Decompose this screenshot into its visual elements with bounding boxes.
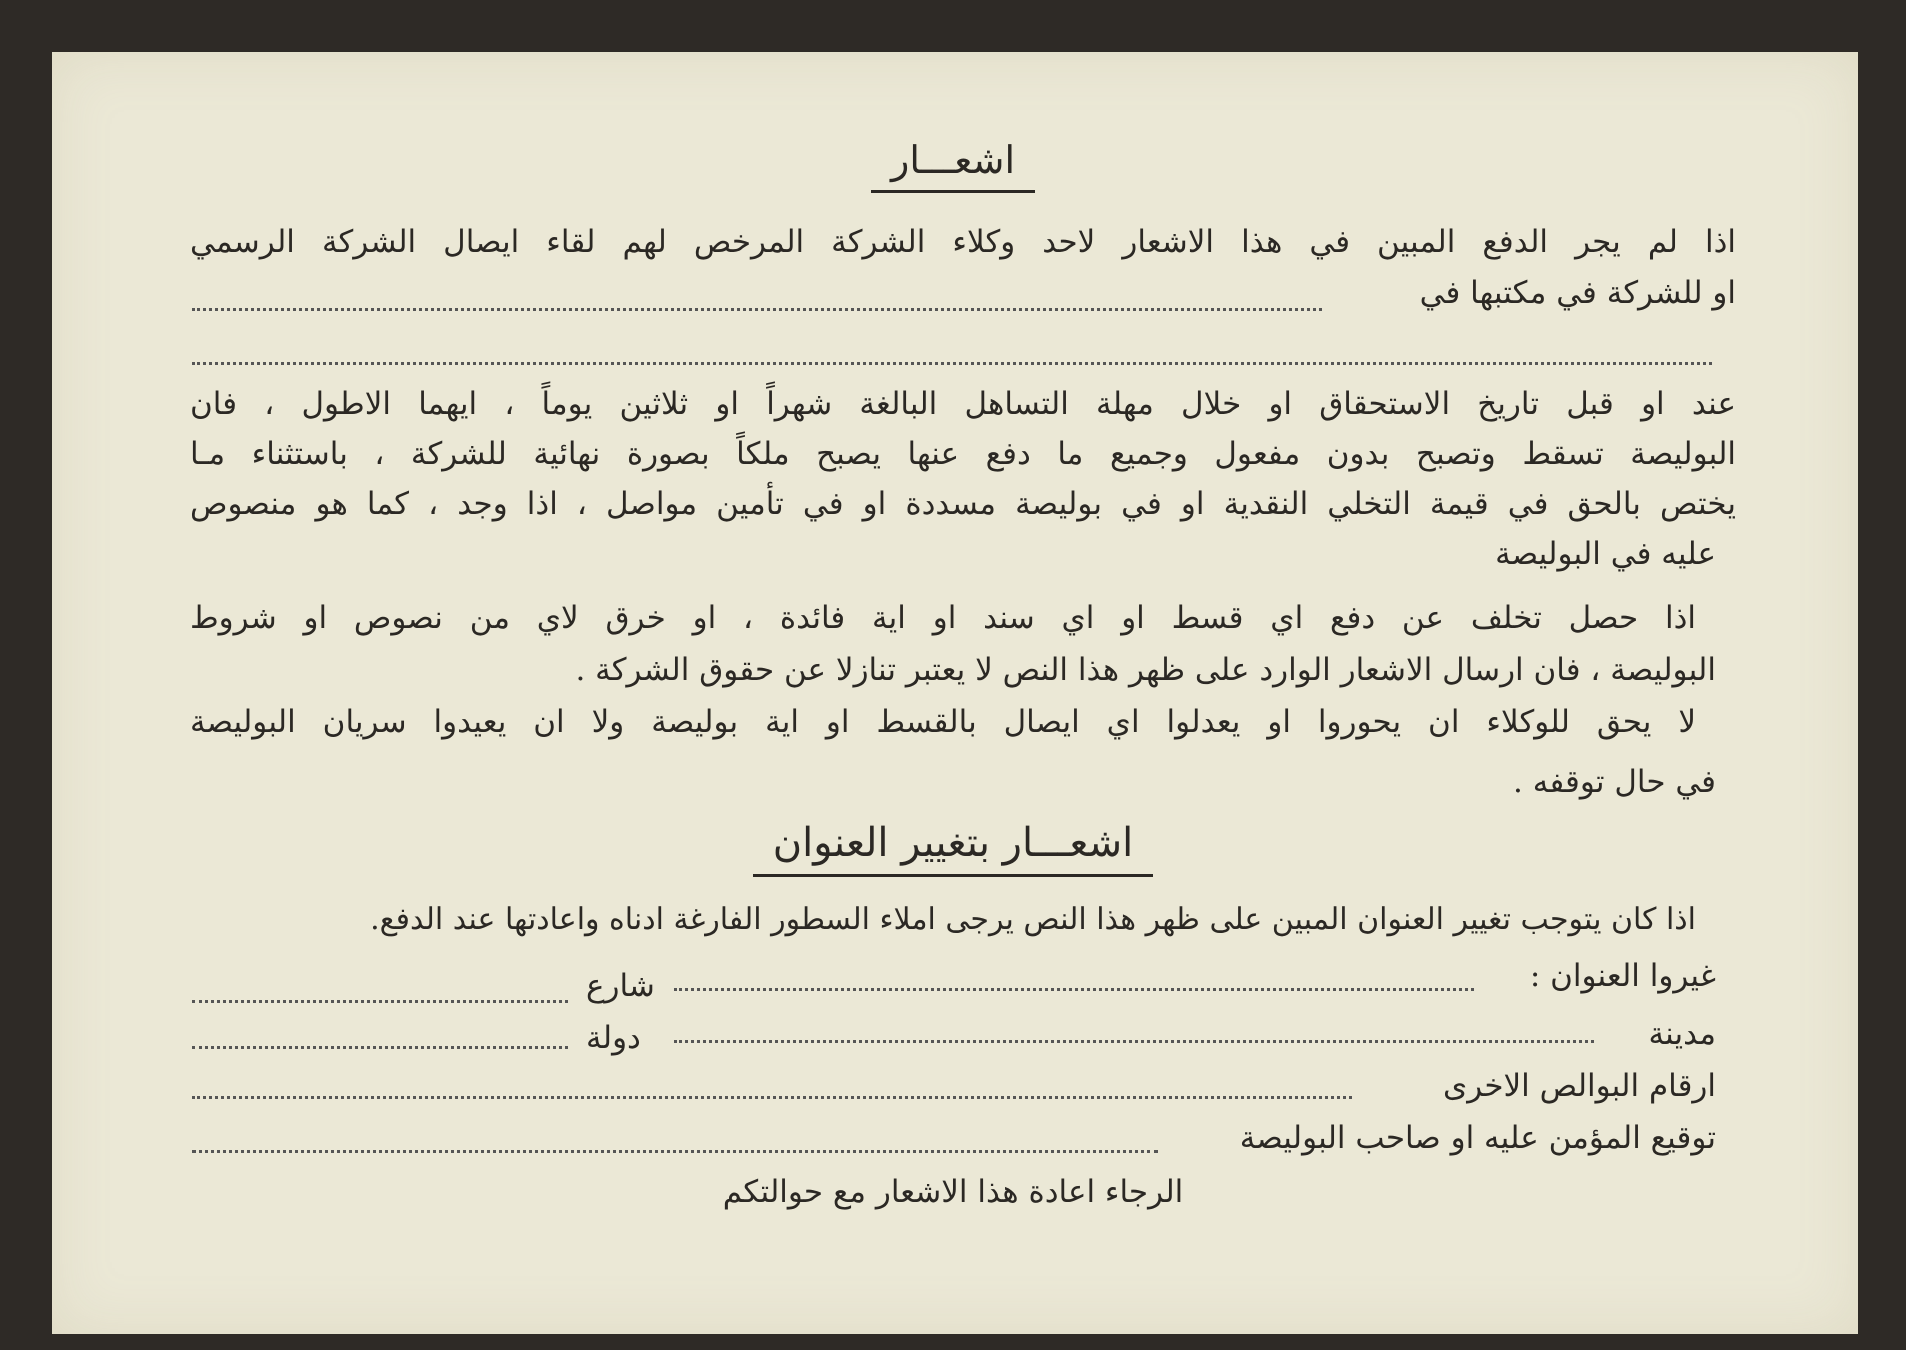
other-policies-input[interactable] — [192, 1096, 1352, 1099]
notice-line: يختص بالحق في قيمة التخلي النقدية او في بوليصة مسددة او في تأمين مواصل ، اذا وجد ، كما هو منصوص — [190, 486, 1736, 522]
notice-line: في حال توقفه . — [1513, 764, 1716, 800]
country-input[interactable] — [192, 1046, 568, 1049]
notice-line: او للشركة في مكتبها في — [1419, 275, 1736, 311]
street-input-2[interactable] — [192, 1000, 568, 1003]
notice-line: اذا حصل تخلف عن دفع اي قسط او اي سند او اية فائدة ، او خرق لاي من نصوص او شروط — [190, 600, 1696, 636]
notice-line: البوليصة تسقط وتصبح بدون مفعول وجميع ما دفع عنها يصبح ملكاً بصورة نهائية للشركة ، باستثناء مـا — [190, 436, 1736, 472]
city-label: مدينة — [1648, 1016, 1716, 1052]
office-blank-line[interactable] — [192, 308, 1322, 311]
footer-note: الرجاء اعادة هذا الاشعار مع حوالتكم — [722, 1174, 1184, 1210]
street-label: شارع — [586, 968, 655, 1004]
notice-line: عليه في البوليصة — [1495, 536, 1716, 572]
address-change-title: اشعـــار بتغيير العنوان — [0, 820, 1906, 877]
signature-input[interactable] — [192, 1150, 1158, 1153]
signature-label: توقيع المؤمن عليه او صاحب البوليصة — [1239, 1120, 1716, 1156]
street-input[interactable] — [674, 988, 1474, 991]
office-blank-line-2[interactable] — [192, 362, 1712, 365]
notice-line: البوليصة ، فان ارسال الاشعار الوارد على ظهر هذا النص لا يعتبر تنازلا عن حقوق الشركة . — [575, 652, 1716, 688]
country-label: دولة — [586, 1020, 641, 1056]
notice-line: لا يحق للوكلاء ان يحوروا او يعدلوا اي ايصال بالقسط او اية بوليصة ولا ان يعيدوا سريان البوليصة — [190, 704, 1696, 740]
notice-line: اذا لم يجر الدفع المبين في هذا الاشعار لاحد وكلاء الشركة المرخص لهم لقاء ايصال الشركة الرسمي — [190, 224, 1736, 260]
address-instruction: اذا كان يتوجب تغيير العنوان المبين على ظهر هذا النص يرجى املاء السطور الفارغة ادناه واعادتها عند الدفع. — [370, 902, 1696, 937]
changed-address-label: غيروا العنوان : — [1529, 958, 1716, 994]
notice-line: عند او قبل تاريخ الاستحقاق او خلال مهلة التساهل البالغة شهراً او ثلاثين يوماً ، ايهما الاطول ، فان — [190, 386, 1736, 422]
notice-title: اشعـــار — [0, 138, 1906, 193]
city-input[interactable] — [674, 1040, 1594, 1043]
other-policies-label: ارقام البوالص الاخرى — [1442, 1068, 1716, 1104]
